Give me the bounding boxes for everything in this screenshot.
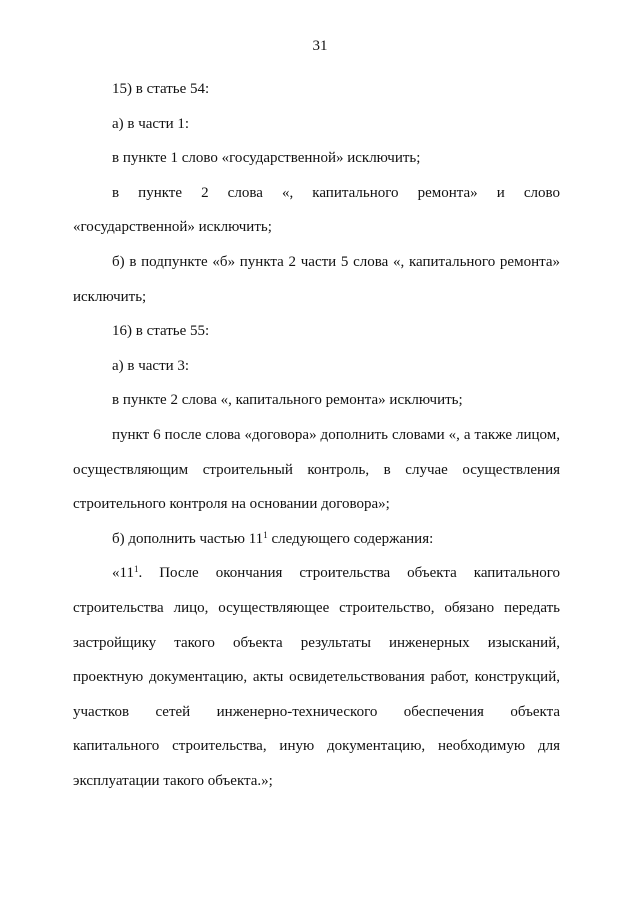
text-line bbox=[112, 564, 560, 582]
text-fragment: следующего содержания: bbox=[267, 531, 434, 547]
text-line: проектную документацию, акты освидетельствования работ, конструкций, bbox=[73, 669, 560, 685]
text-fragment: «11 bbox=[112, 565, 134, 581]
text-line: в пункте 2 слова «, капитального ремонта» исключить; bbox=[112, 392, 463, 408]
text-line: осуществляющим строительный контроль, в случае осуществления bbox=[73, 462, 560, 478]
text-line: исключить; bbox=[73, 289, 147, 305]
text-line: в пункте 1 слово «государственной» исключить; bbox=[112, 150, 421, 166]
text-line: участков сетей инженерно-технического обеспечения объекта bbox=[73, 704, 560, 720]
text-line: а) в части 1: bbox=[112, 116, 190, 132]
text-line: эксплуатации такого объекта.»; bbox=[73, 773, 273, 789]
text-line: застройщику такого объекта результаты инженерных изысканий, bbox=[73, 635, 560, 651]
superscript: 1 bbox=[263, 530, 268, 540]
superscript: 1 bbox=[133, 564, 139, 574]
text-fragment: . После окончания строительства объекта капитального bbox=[138, 565, 560, 581]
text-line: б) в подпункте «б» пункта 2 части 5 слова «, капитального ремонта» bbox=[112, 254, 560, 270]
text-line: «государственной» исключить; bbox=[73, 219, 272, 235]
page-number: 31 bbox=[312, 38, 328, 54]
text-line: строительного контроля на основании договора»; bbox=[73, 496, 390, 512]
text-line: а) в части 3: bbox=[112, 358, 190, 374]
text-fragment: б) дополнить частью 11 bbox=[112, 531, 264, 547]
text-line: в пункте 2 слова «, капитального ремонта» и слово bbox=[112, 185, 560, 201]
text-line: 16) в статье 55: bbox=[112, 323, 210, 339]
text-line: пункт 6 после слова «договора» дополнить словами «, а также лицом, bbox=[112, 427, 560, 443]
text-line: капитального строительства, иную документацию, необходимую для bbox=[73, 738, 560, 754]
text-line: строительства лицо, осуществляющее строительство, обязано передать bbox=[73, 600, 560, 616]
text-line: 15) в статье 54: bbox=[112, 81, 210, 97]
text-line bbox=[112, 530, 560, 548]
